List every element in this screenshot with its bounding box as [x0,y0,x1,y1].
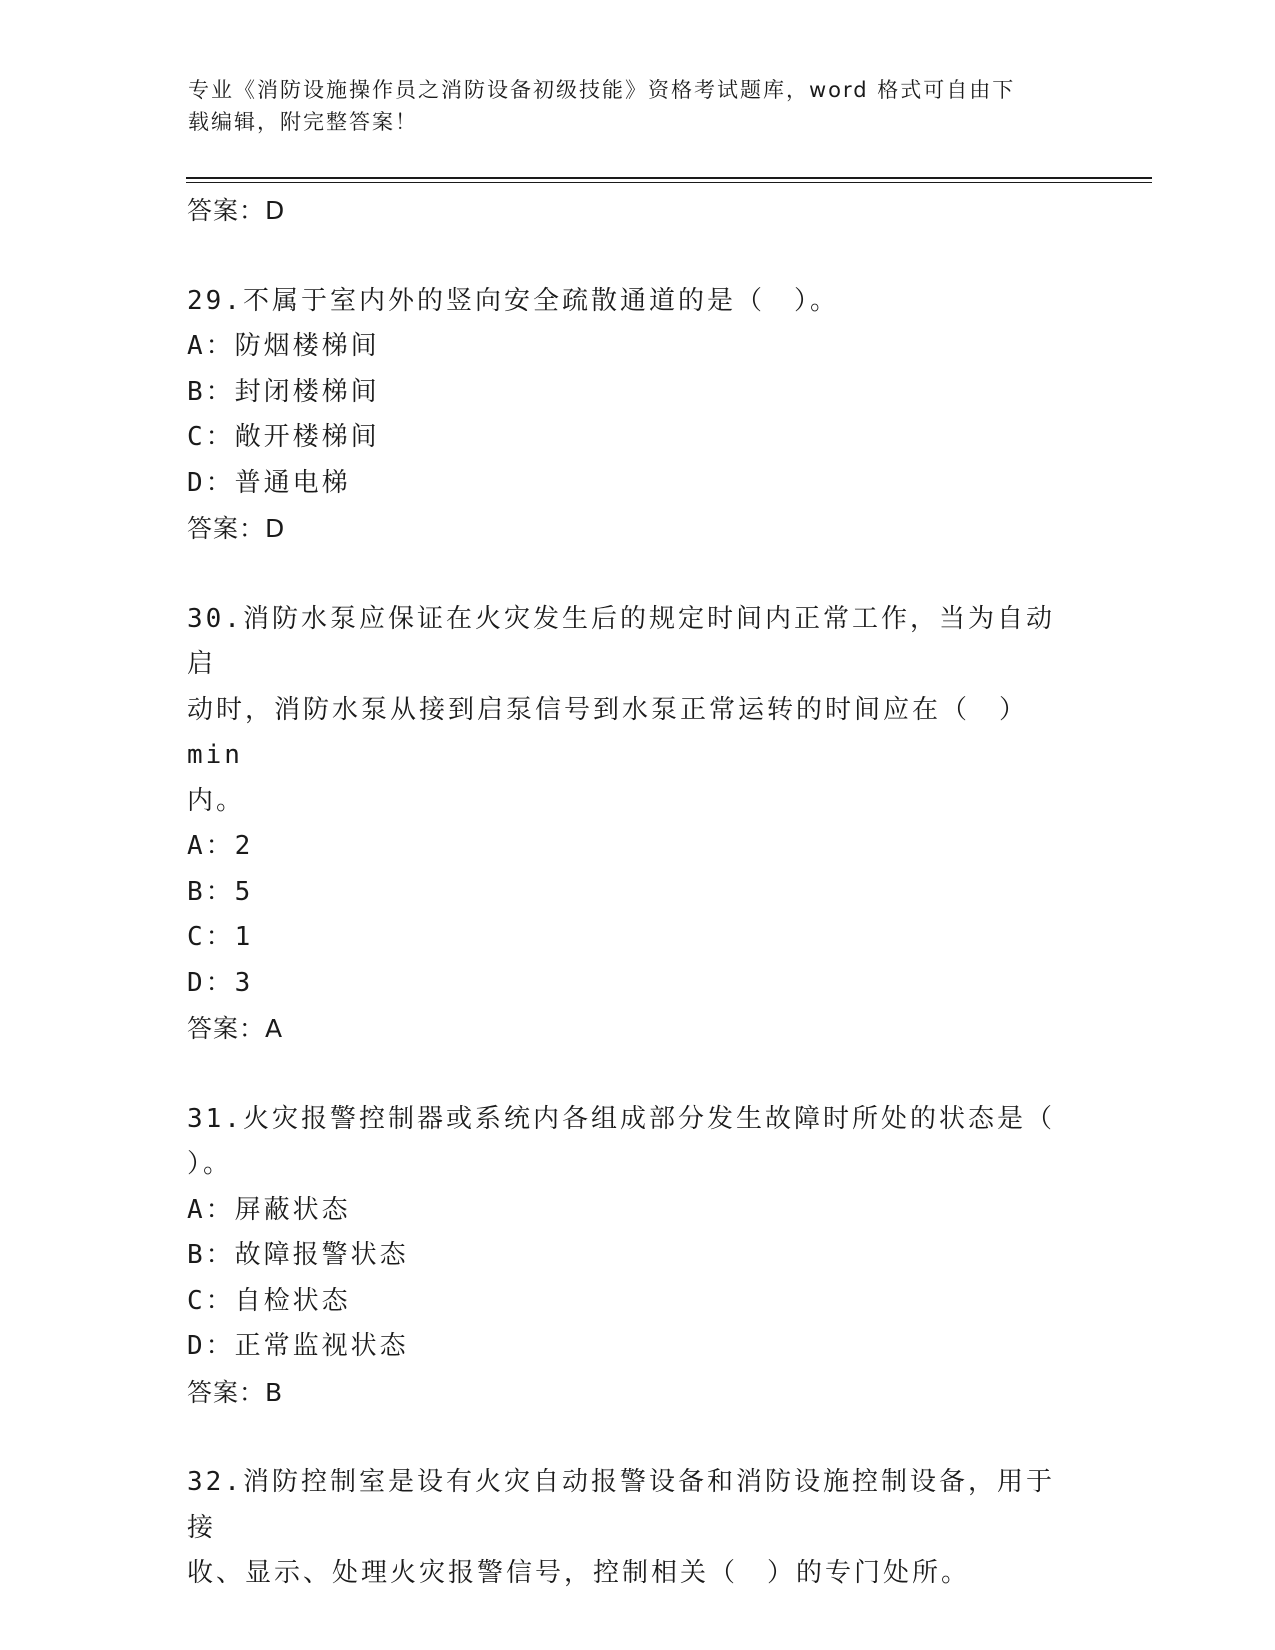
question-stem: 32.消防控制室是设有火灾自动报警设备和消防设施控制设备，用于接 [187,1467,1055,1543]
option-c: C：1 [187,922,254,952]
answer-29: 答案：D [187,514,286,543]
question-stem: 动时，消防水泵从接到启泵信号到水泵正常运转的时间应在（ ）min [187,694,1029,770]
header-line-2: 载编辑，附完整答案！ [188,110,418,134]
option-a: A：屏蔽状态 [187,1194,351,1225]
option-d: D：3 [187,967,254,998]
question-stem: 收、显示、处理火灾报警信号，控制相关（ ）的专门处所。 [187,1558,971,1588]
question-stem: 31.火灾报警控制器或系统内各组成部分发生故障时所处的状态是（ [187,1103,1055,1134]
document-body [187,188,1087,1597]
question-31 [187,1097,1087,1416]
option-c: C：敞开楼梯间 [187,422,380,452]
question-32 [187,1460,1087,1597]
document-header [188,74,1068,138]
spacer [187,1415,1087,1460]
spacer [187,1052,1087,1097]
option-c: C：自检状态 [187,1285,351,1316]
header-rule-thick [186,177,1152,179]
header-rule-thin [186,182,1152,183]
header-line-1: 专业《消防设施操作员之消防设备初级技能》资格考试题库，word 格式可自由下 [188,78,1016,102]
question-30 [187,597,1087,1052]
question-stem: ）。 [187,1149,233,1179]
spacer [187,234,1087,279]
question-stem: 内。 [187,785,246,816]
question-stem: 30.消防水泵应保证在火灾发生后的规定时间内正常工作，当为自动启 [187,603,1055,679]
previous-answer: 答案：D [187,196,286,225]
option-d: D：正常监视状态 [187,1331,409,1361]
spacer [187,552,1087,597]
option-b: B：5 [187,876,254,907]
question-29 [187,279,1087,552]
option-a: A：2 [187,831,254,861]
option-b: B：封闭楼梯间 [187,376,380,407]
answer-31: 答案：B [187,1377,284,1407]
option-b: B：故障报警状态 [187,1240,409,1270]
option-d: D：普通电梯 [187,467,351,498]
question-stem: 29.不属于室内外的竖向安全疏散通道的是（ ）。 [187,285,839,316]
option-a: A：防烟楼梯间 [187,331,380,361]
answer-30: 答案：A [187,1014,284,1043]
